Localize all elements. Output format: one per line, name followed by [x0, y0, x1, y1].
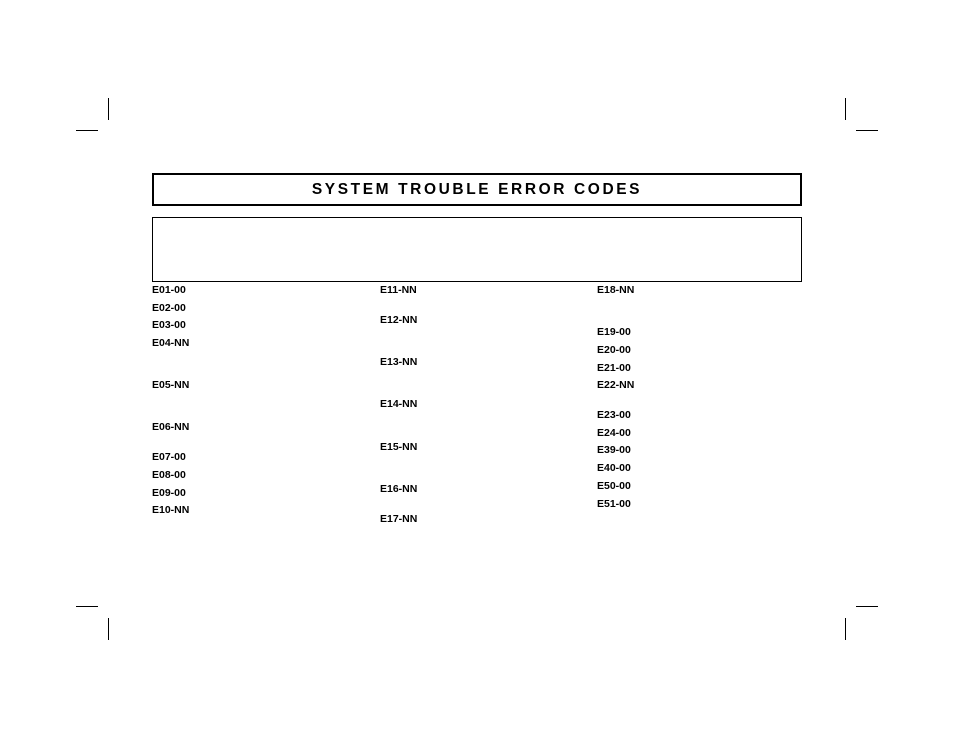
error-code: E13-NN	[380, 356, 418, 368]
page-title-box	[152, 173, 802, 206]
error-code: E21-00	[597, 362, 631, 374]
error-code: E05-NN	[152, 379, 190, 391]
error-code: E19-00	[597, 326, 631, 338]
crop-mark-top-left-horizontal	[76, 130, 98, 131]
error-code: E06-NN	[152, 421, 190, 433]
error-code: E16-NN	[380, 483, 418, 495]
note-box	[152, 217, 802, 282]
error-code: E07-00	[152, 451, 186, 463]
crop-mark-bottom-right-vertical	[845, 618, 846, 640]
error-code: E22-NN	[597, 379, 635, 391]
error-code: E10-NN	[152, 504, 190, 516]
error-code: E11-NN	[380, 284, 417, 296]
error-code: E14-NN	[380, 398, 418, 410]
error-code: E51-00	[597, 498, 631, 510]
page-title: SYSTEM TROUBLE ERROR CODES	[311, 180, 643, 198]
error-code: E08-00	[152, 469, 186, 481]
error-code: E40-00	[597, 462, 631, 474]
error-code: E01-00	[152, 284, 186, 296]
crop-mark-top-right-horizontal	[856, 130, 878, 131]
error-code: E02-00	[152, 302, 186, 314]
crop-mark-bottom-left-vertical	[108, 618, 109, 640]
error-code: E20-00	[597, 344, 631, 356]
error-code: E12-NN	[380, 314, 418, 326]
error-code: E15-NN	[380, 441, 418, 453]
crop-mark-bottom-right-horizontal	[856, 606, 878, 607]
error-code: E50-00	[597, 480, 631, 492]
error-code: E24-00	[597, 427, 631, 439]
crop-mark-top-right-vertical	[845, 98, 846, 120]
error-code: E23-00	[597, 409, 631, 421]
crop-mark-top-left-vertical	[108, 98, 109, 120]
error-code: E18-NN	[597, 284, 635, 296]
error-code: E17-NN	[380, 513, 418, 525]
crop-mark-bottom-left-horizontal	[76, 606, 98, 607]
error-code: E03-00	[152, 319, 186, 331]
error-code: E04-NN	[152, 337, 190, 349]
error-code: E09-00	[152, 487, 186, 499]
error-code: E39-00	[597, 444, 631, 456]
